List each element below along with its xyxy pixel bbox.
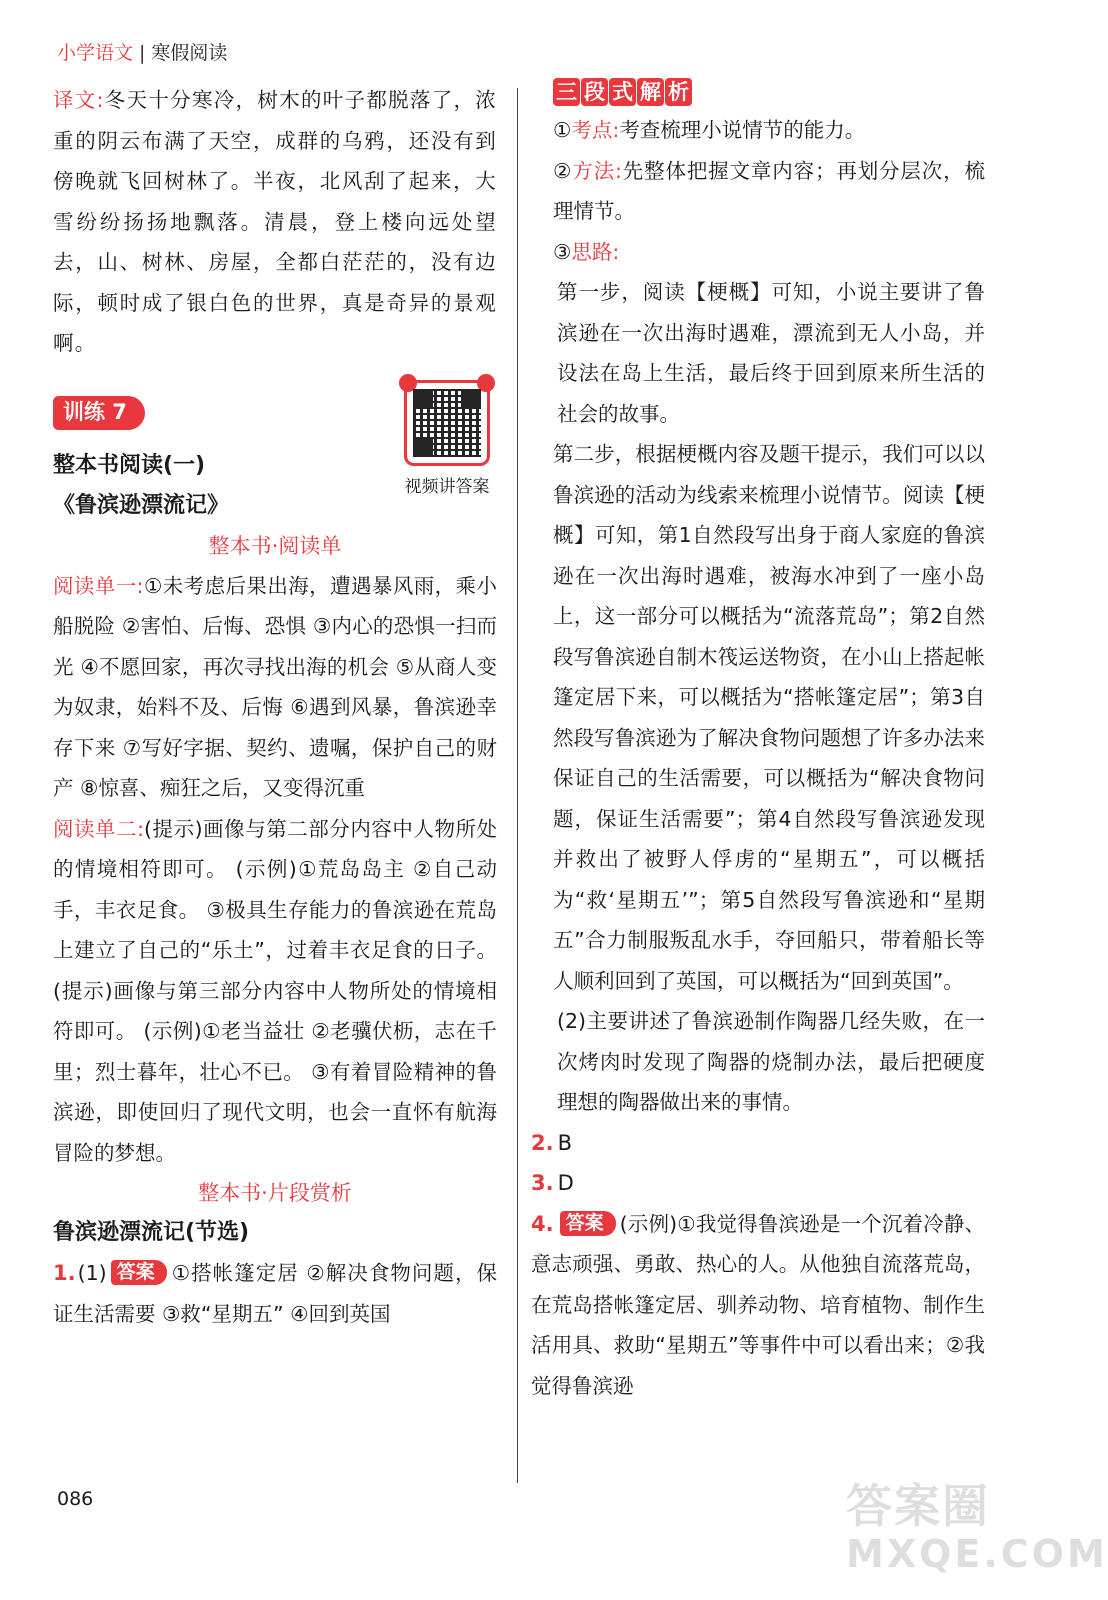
training-badge: 训练 7 [53, 396, 145, 430]
question-3-choice: D [557, 1171, 574, 1195]
point-label: 考点: [571, 118, 620, 142]
page-header [57, 40, 227, 66]
qr-code-icon[interactable] [413, 389, 481, 457]
reading-one-text: ①未考虑后果出海，遭遇暴风雨，乘小船脱险 ②害怕、后悔、恐惧 ③内心的恐惧一扫而光 ④不愿回家，再次寻找出海的机会 ⑤从商人变为奴隶，始料不及、后悔 ⑥遇到风暴，鲁滨逊幸存下来 ⑦写好字据、契约、遗嘱，保护自己的财产 ⑧惊喜、痴狂之后，又变得沉重 [53, 573, 497, 800]
subject-label: 小学语文 [57, 42, 134, 64]
header-separator: | [139, 42, 146, 64]
excerpt-title: 鲁滨逊漂流记(节选) [53, 1220, 250, 1245]
reading-one-label: 阅读单一: [53, 573, 144, 598]
question-number: 4. [531, 1211, 554, 1236]
qr-frame[interactable] [404, 380, 490, 466]
question-1-answer [53, 1253, 497, 1334]
analysis-step-2: 第二步，根据梗概内容及题干提示，我们可以以鲁滨逊的活动为线索来梳理小说情节。阅读【梗概】可知，第1自然段写出身于商人家庭的鲁滨逊在一次出海时遇难，被海水冲到了一座小岛上，这一部分可以概括为“流落荒岛”；第2自然段写鲁滨逊自制木筏运送物资，在小山上搭起帐篷定居下来，可以概括为“搭帐篷定居”；第3自然段写鲁滨逊为了解决食物问题想了许多办法来保证自己的生活需要，可以概括为“解决食物问题，保证生活需要”；第4自然段写鲁滨逊发现并救出了被野人俘虏的“星期五”，可以概括为“救‘星期五’”；第5自然段写鲁滨逊和“星期五”合力制服叛乱水手，夺回船只，带着船长等人顺利回到了英国，可以概括为“回到英国”。 [553, 442, 985, 993]
analysis-badge-char: 段 [581, 78, 608, 106]
point-marker: ① [553, 118, 572, 142]
reading-list-one [53, 566, 497, 809]
series-label: 寒假阅读 [151, 42, 228, 64]
qr-block[interactable] [400, 380, 494, 497]
point-text: 先整体把握文章内容；再划分层次，梳理情节。 [553, 158, 985, 223]
translation-paragraph [53, 80, 497, 364]
analysis-point-1 [553, 110, 985, 151]
translation-text: 冬天十分寒冷，树木的叶子都脱落了，浓重的阴云布满了天空，成群的乌鸦，还没有到傍晚就飞回树林了。半夜，北风刮了起来，大雪纷纷扬扬地飘落。清晨，登上楼向远处望去，山、树林、房屋，全都白茫茫的，没有边际，顿时成了银白色的世界，真是奇异的景观啊。 [53, 88, 497, 355]
analysis-badge [553, 78, 692, 106]
section-excerpt-title: 整本书·片段赏析 [198, 1181, 352, 1205]
question-4-answer [531, 1204, 985, 1407]
reading-two-text: (提示)画像与第二部分内容中人物所处的情境相符即可。 (示例)①荒岛岛主 ②自己动手，丰衣足食。 ③极具生存能力的鲁滨逊在荒岛上建立了自己的“乐土”，过着丰衣足食的日子。 (提示)画像与第三部分内容中人物所处的情境相符即可。 (示例)①老当益壮 ②老骥伏枥，志在千里；烈士暮年，壮心不已。 ③有着冒险精神的鲁滨逊，即使回归了现代文明，也会一直怀有航海冒险的梦想。 [53, 816, 497, 1165]
question-2-choice: B [557, 1130, 573, 1155]
watermark-logo: 答案圈 [846, 1479, 990, 1533]
reading-list-two [53, 809, 497, 1174]
point-label: 思路: [571, 239, 620, 264]
book-name: 《鲁滨逊漂流记》 [53, 492, 230, 518]
qr-caption: 视频讲答案 [404, 476, 490, 497]
answer-tag: 答案 [111, 1260, 167, 1285]
analysis-point-2 [553, 151, 985, 232]
point-label: 方法: [572, 158, 622, 183]
analysis-point-3 [553, 232, 985, 273]
translation-label: 译文: [53, 88, 105, 112]
question-number: 1. [53, 1261, 76, 1285]
reading-two-label: 阅读单二: [53, 816, 145, 841]
answer-tag: 答案 [560, 1211, 616, 1236]
analysis-badge-char: 式 [609, 78, 636, 106]
analysis-step-1: 第一步，阅读【梗概】可知，小说主要讲了鲁滨逊在一次出海时遇难，漂流到无人小岛，并设法在岛上生活，最后终于回到原来所生活的社会的故事。 [557, 280, 985, 426]
left-column [53, 80, 497, 1334]
question-1-text: ①搭帐篷定居 ②解决食物问题，保证生活需要 ③救“星期五” ④回到英国 [53, 1261, 497, 1326]
analysis-badge-char: 解 [637, 78, 664, 106]
question-subnumber: (1) [77, 1261, 107, 1285]
right-column [531, 78, 985, 1406]
column-divider [517, 88, 518, 1483]
analysis-badge-char: 析 [665, 78, 692, 106]
question-4-text: (示例)①我觉得鲁滨逊是一个沉着冷静、意志顽强、勇敢、热心的人。从他独自流落荒岛，在荒岛搭帐篷定居、驯养动物、培育植物、制作生活用具、救助“星期五”等事件中可以看出来；②我觉得鲁滨逊 [531, 1211, 985, 1398]
analysis-badge-char: 三 [553, 78, 580, 106]
watermark-url: MXQE.COM [846, 1532, 1108, 1576]
page-number: 086 [57, 1488, 94, 1510]
section-reading-list-title: 整本书·阅读单 [208, 533, 342, 558]
question-number: 2. [531, 1130, 554, 1155]
question-2-answer [531, 1123, 985, 1164]
question-3-answer [531, 1163, 985, 1204]
book-title: 整本书阅读(一) [53, 452, 206, 478]
point-marker: ② [553, 158, 573, 183]
point-text: 考查梳理小说情节的能力。 [619, 118, 866, 142]
point-marker: ③ [553, 239, 572, 264]
question-number: 3. [531, 1171, 554, 1195]
question-1-part-2: (2)主要讲述了鲁滨逊制作陶器几经失败，在一次烤肉时发现了陶器的烧制办法，最后把硬度理想的陶器做出来的事情。 [557, 1009, 985, 1114]
